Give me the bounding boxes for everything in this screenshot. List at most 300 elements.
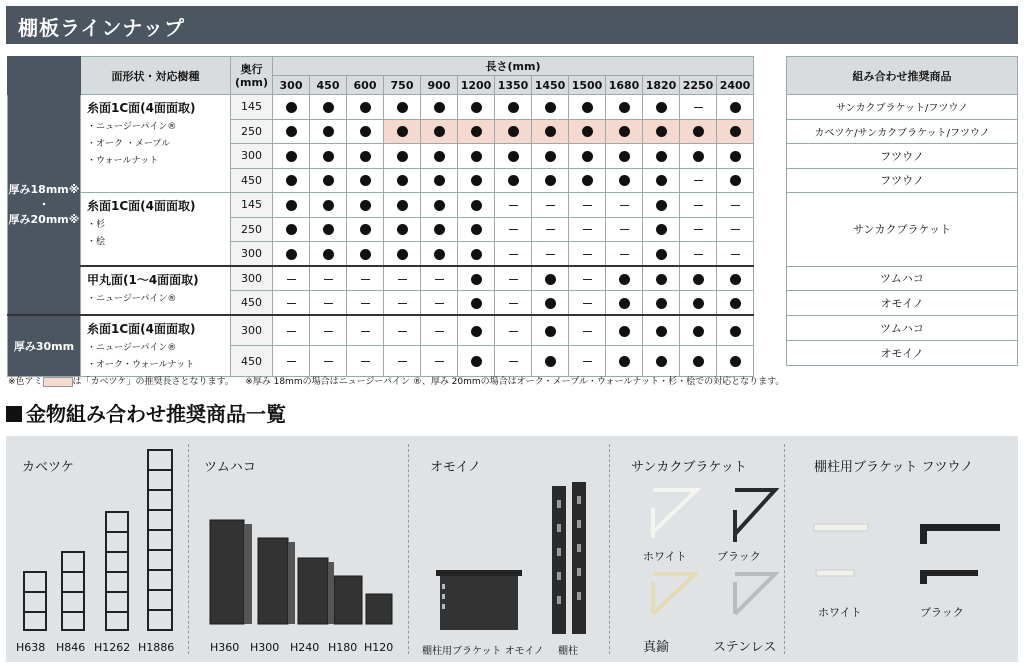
availability-cell [606,346,643,377]
available-dot-icon [693,274,704,285]
available-dot-icon [286,175,297,186]
unavailable-dash-icon [694,180,703,181]
available-dot-icon [471,356,482,367]
corner-cell [8,57,81,95]
available-dot-icon [656,224,667,235]
availability-cell [273,291,310,316]
availability-cell [384,217,421,242]
availability-cell [495,266,532,291]
availability-cell [532,315,569,346]
available-dot-icon [434,200,445,211]
availability-cell [384,291,421,316]
available-dot-icon [656,326,667,337]
table-row [8,266,754,291]
availability-cell [680,144,717,169]
available-dot-icon [323,102,334,113]
availability-cell [347,168,384,193]
available-dot-icon [693,356,704,367]
availability-cell [421,266,458,291]
unavailable-dash-icon [620,229,629,230]
product-sankaku [609,436,784,662]
unavailable-dash-icon [583,361,592,362]
availability-cell [347,291,384,316]
pole-bracket-image [432,480,602,636]
availability-cell [532,346,569,377]
note-mid: は「カベツケ」の推奨長さとなります。 [72,377,234,387]
availability-cell [421,346,458,377]
available-dot-icon [582,175,593,186]
availability-cell [532,266,569,291]
availability-cell [569,291,606,316]
available-dot-icon [434,102,445,113]
size-label: H240 [290,641,320,654]
unavailable-dash-icon [731,229,740,230]
availability-cell [384,193,421,218]
available-dot-icon [619,274,630,285]
size-label: H638 [16,641,46,654]
depth-cell: 250 [231,217,273,242]
available-dot-icon [730,298,741,309]
unavailable-dash-icon [546,254,555,255]
unavailable-dash-icon [435,331,444,332]
availability-cell [347,217,384,242]
shape-species-cell [81,266,231,315]
availability-cell [421,95,458,120]
available-dot-icon [545,126,556,137]
color-label: ホワイト [818,606,862,619]
species-item: ・オーク ・メープル [87,139,171,149]
availability-cell [421,168,458,193]
availability-cell [606,168,643,193]
available-dot-icon [471,274,482,285]
available-dot-icon [508,151,519,162]
availability-cell [273,266,310,291]
availability-cell [273,95,310,120]
available-dot-icon [286,224,297,235]
availability-cell [495,193,532,218]
availability-cell [606,217,643,242]
thickness-label: 厚み18mm※ ・ 厚み20mm※ [8,95,81,316]
depth-cell: 250 [231,119,273,144]
available-dot-icon [545,356,556,367]
unavailable-dash-icon [583,331,592,332]
availability-cell [606,242,643,267]
color-label: ステンレス [713,640,777,655]
unavailable-dash-icon [509,279,518,280]
size-label: H180 [328,641,358,654]
availability-cell [458,168,495,193]
availability-cell [643,168,680,193]
availability-cell [532,95,569,120]
availability-cell [495,95,532,120]
available-dot-icon [693,126,704,137]
product-title: サンカクブラケット [631,460,747,475]
available-dot-icon [397,249,408,260]
availability-cell [569,315,606,346]
unavailable-dash-icon [398,361,407,362]
availability-cell [421,144,458,169]
availability-cell [532,217,569,242]
size-label: H120 [364,641,394,654]
availability-cell [606,144,643,169]
unavailable-dash-icon [361,279,370,280]
product-title: 棚柱用ブラケット フツウノ [814,460,974,475]
available-dot-icon [730,274,741,285]
length-col-header: 1450 [532,76,569,95]
available-dot-icon [360,175,371,186]
unavailable-dash-icon [509,331,518,332]
availability-cell [495,315,532,346]
unavailable-dash-icon [398,279,407,280]
available-dot-icon [323,151,334,162]
species-item: ・オーク・ウォールナット [87,360,195,370]
availability-cell [421,119,458,144]
availability-cell [458,346,495,377]
header-depth: 奥行 (mm) [231,57,273,95]
hardware-gallery [6,436,1018,662]
available-dot-icon [730,175,741,186]
unavailable-dash-icon [324,303,333,304]
table-row [8,95,754,120]
availability-cell [310,242,347,267]
availability-cell [717,95,754,120]
unavailable-dash-icon [435,279,444,280]
available-dot-icon [434,126,445,137]
availability-cell [643,291,680,316]
available-dot-icon [619,298,630,309]
availability-cell [495,144,532,169]
availability-cell [643,144,680,169]
availability-cell [606,193,643,218]
depth-cell: 145 [231,193,273,218]
available-dot-icon [471,298,482,309]
available-dot-icon [619,326,630,337]
length-col-header: 2400 [717,76,754,95]
available-dot-icon [360,102,371,113]
available-dot-icon [508,175,519,186]
availability-cell [458,144,495,169]
unavailable-dash-icon [435,303,444,304]
availability-cell [569,119,606,144]
availability-cell [680,266,717,291]
recommend-cell: オモイノ [787,291,1018,316]
depth-cell: 450 [231,168,273,193]
availability-cell [717,315,754,346]
highlight-swatch [43,377,73,387]
recommend-header: 組み合わせ推奨商品 [787,57,1018,95]
ladder-rack-image [16,444,186,634]
available-dot-icon [397,102,408,113]
unavailable-dash-icon [509,361,518,362]
availability-cell [643,346,680,377]
recommend-cell: オモイノ [787,341,1018,366]
available-dot-icon [545,175,556,186]
available-dot-icon [286,249,297,260]
availability-cell [273,242,310,267]
unavailable-dash-icon [287,361,296,362]
unavailable-dash-icon [583,254,592,255]
length-col-header: 600 [347,76,384,95]
available-dot-icon [545,102,556,113]
availability-cell [569,168,606,193]
availability-cell [643,242,680,267]
length-col-header: 1500 [569,76,606,95]
availability-cell [643,119,680,144]
availability-cell [273,217,310,242]
availability-cell [421,315,458,346]
availability-cell [421,242,458,267]
available-dot-icon [471,175,482,186]
triangle-bracket-image [639,482,779,650]
product-tsumuhako [188,436,408,662]
depth-cell: 450 [231,346,273,377]
product-title: ツムハコ [204,460,256,475]
availability-cell [273,193,310,218]
unavailable-dash-icon [398,303,407,304]
availability-cell [495,242,532,267]
availability-cell [458,315,495,346]
shelf-lineup-table [7,56,754,377]
unavailable-dash-icon [509,229,518,230]
species-item: ・桧 [87,237,106,247]
available-dot-icon [434,175,445,186]
shape-title: 糸面1C面(4面面取) [87,199,196,213]
shape-species-cell [81,315,231,377]
unavailable-dash-icon [583,303,592,304]
availability-cell [717,119,754,144]
availability-cell [347,346,384,377]
availability-cell [643,315,680,346]
available-dot-icon [730,356,741,367]
footnote [8,374,784,387]
available-dot-icon [693,298,704,309]
availability-cell [310,346,347,377]
availability-cell [458,95,495,120]
available-dot-icon [323,126,334,137]
unavailable-dash-icon [620,254,629,255]
availability-cell [347,315,384,346]
available-dot-icon [545,274,556,285]
availability-cell [532,242,569,267]
available-dot-icon [471,224,482,235]
available-dot-icon [656,200,667,211]
recommend-cell: カベツケ/サンカクブラケット/フツウノ [787,119,1018,144]
unavailable-dash-icon [509,205,518,206]
table-row [8,315,754,346]
depth-cell: 300 [231,266,273,291]
depth-cell: 300 [231,242,273,267]
available-dot-icon [656,102,667,113]
available-dot-icon [582,102,593,113]
available-dot-icon [397,175,408,186]
availability-cell [421,217,458,242]
square-bullet-icon [6,406,22,422]
available-dot-icon [693,151,704,162]
available-dot-icon [471,102,482,113]
unavailable-dash-icon [324,279,333,280]
available-dot-icon [286,151,297,162]
available-dot-icon [397,151,408,162]
available-dot-icon [619,175,630,186]
available-dot-icon [397,126,408,137]
available-dot-icon [434,224,445,235]
product-label: 棚柱用ブラケット オモイノ [422,646,544,657]
unavailable-dash-icon [620,205,629,206]
availability-cell [347,242,384,267]
availability-cell [458,217,495,242]
available-dot-icon [360,126,371,137]
available-dot-icon [545,151,556,162]
unavailable-dash-icon [583,229,592,230]
length-col-header: 1680 [606,76,643,95]
availability-cell [384,242,421,267]
species-item: ・ニュージーパイン® [87,122,177,132]
availability-cell [680,119,717,144]
availability-cell [273,168,310,193]
availability-cell [421,193,458,218]
color-label: ブラック [717,550,761,563]
shape-species-cell [81,95,231,193]
availability-cell [680,242,717,267]
available-dot-icon [434,151,445,162]
available-dot-icon [730,126,741,137]
availability-cell [458,193,495,218]
length-col-header: 450 [310,76,347,95]
availability-cell [680,168,717,193]
available-dot-icon [471,249,482,260]
availability-cell [347,193,384,218]
size-label: H1262 [94,641,131,654]
color-label: ホワイト [643,550,687,563]
recommend-cell: フツウノ [787,168,1018,193]
availability-cell [643,266,680,291]
availability-cell [458,119,495,144]
product-label: 棚柱 [558,646,578,657]
availability-cell [717,291,754,316]
availability-cell [495,119,532,144]
availability-cell [310,291,347,316]
available-dot-icon [730,326,741,337]
unavailable-dash-icon [694,107,703,108]
unavailable-dash-icon [324,331,333,332]
box-image [206,516,406,628]
depth-cell: 145 [231,95,273,120]
availability-cell [680,193,717,218]
available-dot-icon [471,326,482,337]
availability-cell [273,144,310,169]
unavailable-dash-icon [398,331,407,332]
availability-cell [569,266,606,291]
shape-title: 糸面1C面(4面面取) [87,101,196,115]
availability-cell [310,193,347,218]
availability-cell [273,119,310,144]
length-col-header: 900 [421,76,458,95]
availability-cell [569,242,606,267]
availability-cell [384,315,421,346]
available-dot-icon [360,200,371,211]
unavailable-dash-icon [694,229,703,230]
availability-cell [384,95,421,120]
availability-cell [717,193,754,218]
unavailable-dash-icon [731,205,740,206]
availability-cell [532,193,569,218]
availability-cell [458,291,495,316]
available-dot-icon [323,200,334,211]
availability-cell [532,144,569,169]
availability-cell [310,315,347,346]
available-dot-icon [508,126,519,137]
unavailable-dash-icon [361,331,370,332]
availability-cell [606,291,643,316]
available-dot-icon [656,298,667,309]
available-dot-icon [508,102,519,113]
length-col-header: 1820 [643,76,680,95]
availability-cell [495,217,532,242]
availability-cell [717,346,754,377]
availability-cell [643,95,680,120]
available-dot-icon [619,151,630,162]
availability-cell [680,291,717,316]
availability-cell [532,168,569,193]
available-dot-icon [360,224,371,235]
availability-cell [310,266,347,291]
table-row [8,193,754,218]
available-dot-icon [619,126,630,137]
available-dot-icon [582,126,593,137]
availability-cell [717,168,754,193]
availability-cell [273,346,310,377]
available-dot-icon [656,249,667,260]
product-kabetsuke [6,436,188,662]
availability-cell [310,119,347,144]
unavailable-dash-icon [546,229,555,230]
pole-bracket-futsuuno-image [810,516,1010,586]
availability-cell [458,266,495,291]
available-dot-icon [730,102,741,113]
availability-cell [643,217,680,242]
availability-cell [310,217,347,242]
availability-cell [569,217,606,242]
availability-cell [495,291,532,316]
header-length: 長さ(mm) [273,57,754,76]
availability-cell [606,315,643,346]
availability-cell [717,217,754,242]
section-heading [6,398,286,427]
unavailable-dash-icon [287,279,296,280]
recommend-cell: フツウノ [787,144,1018,169]
availability-cell [347,119,384,144]
available-dot-icon [656,356,667,367]
available-dot-icon [545,298,556,309]
available-dot-icon [730,151,741,162]
available-dot-icon [323,224,334,235]
length-col-header: 2250 [680,76,717,95]
unavailable-dash-icon [361,361,370,362]
available-dot-icon [323,175,334,186]
available-dot-icon [619,356,630,367]
availability-cell [310,95,347,120]
unavailable-dash-icon [583,279,592,280]
availability-cell [310,168,347,193]
availability-cell [643,193,680,218]
product-title: オモイノ [430,460,481,475]
available-dot-icon [656,274,667,285]
recommend-cell: サンカクブラケット/フツウノ [787,95,1018,120]
available-dot-icon [286,126,297,137]
unavailable-dash-icon [509,254,518,255]
page-title: 棚板ラインナップ [6,6,1018,44]
available-dot-icon [656,151,667,162]
